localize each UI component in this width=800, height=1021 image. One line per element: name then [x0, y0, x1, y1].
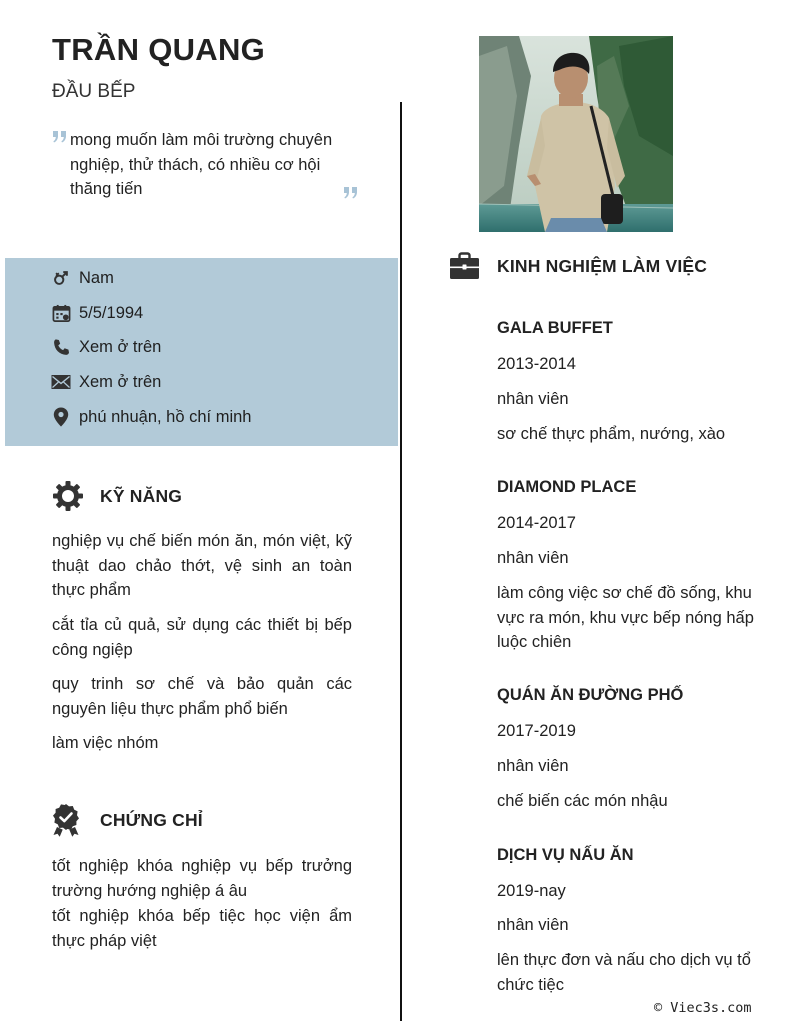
job-title: ĐẦU BẾP: [52, 81, 136, 102]
experience-description: lên thực đơn và nấu cho dịch vụ tổ chức tiệc: [497, 951, 751, 994]
phone-value: Xem ở trên: [79, 337, 162, 356]
skill-item: nghiệp vụ chế biến món ăn, món việt, kỹ thuật dao chảo thớt, vệ sinh an toàn thực phẩm: [52, 532, 352, 599]
experience-period: 2013-2014: [497, 355, 576, 373]
email-value: Xem ở trên: [79, 372, 162, 391]
location-pin-icon: [51, 407, 71, 427]
certificate-item: tốt nghiệp khóa bếp tiệc học viện ẩm thực pháp việt: [52, 907, 352, 950]
address-value: phú nhuận, hồ chí minh: [79, 407, 252, 426]
copyright-text: © Viec3s.com: [654, 1000, 752, 1016]
contact-info-panel: [5, 258, 398, 446]
candidate-name: TRẦN QUANG: [52, 32, 266, 67]
experience-period: 2017-2019: [497, 722, 576, 740]
experience-description: làm công việc sơ chế đồ sống, khu vực ra món, khu vực bếp nóng hấp luộc chiên: [497, 584, 754, 651]
skills-heading: KỸ NĂNG: [100, 486, 183, 506]
calendar-icon: [51, 303, 71, 323]
experience-description: chế biến các món nhậu: [497, 792, 668, 810]
phone-row: [51, 335, 161, 359]
experience-position: nhân viên: [497, 757, 569, 775]
experience-description: sơ chế thực phẩm, nướng, xào: [497, 425, 726, 443]
experience-company: DIAMOND PLACE: [497, 478, 637, 496]
column-divider: [400, 102, 402, 1021]
email-row: [51, 370, 161, 394]
experience-company: QUÁN ĂN ĐƯỜNG PHỐ: [497, 686, 684, 704]
birthday-row: [51, 301, 143, 325]
gear-icon: [52, 480, 84, 512]
experience-period: 2019-nay: [497, 882, 566, 900]
skill-item: quy trinh sơ chế và bảo quản các nguyên liệu thực phẩm phổ biến: [52, 675, 352, 718]
envelope-icon: [51, 372, 71, 392]
certificates-heading: CHỨNG CHỈ: [100, 810, 203, 830]
experience-company: GALA BUFFET: [497, 319, 613, 337]
briefcase-icon: [449, 251, 480, 281]
gender-value: Nam: [79, 268, 114, 287]
quote-open-icon: [52, 130, 68, 144]
experience-position: nhân viên: [497, 549, 569, 567]
skill-item: cắt tỉa củ quả, sử dụng các thiết bị bếp công ngiệp: [52, 616, 352, 659]
gender-row: [51, 266, 114, 290]
address-row: [51, 405, 251, 429]
experience-company: DỊCH VỤ NẤU ĂN: [497, 846, 634, 864]
experience-period: 2014-2017: [497, 514, 576, 532]
skill-item: làm việc nhóm: [52, 734, 159, 752]
experience-position: nhân viên: [497, 916, 569, 934]
objective-quote: [52, 128, 362, 202]
birthday-value: 5/5/1994: [79, 303, 144, 322]
objective-text: mong muốn làm môi trường chuyên nghiệp, thử thách, có nhiều cơ hội thăng tiến: [70, 131, 333, 198]
quote-close-icon: [343, 186, 359, 200]
certificate-badge-icon: [52, 803, 80, 837]
profile-photo: [479, 36, 673, 232]
experience-position: nhân viên: [497, 390, 569, 408]
experience-heading: KINH NGHIỆM LÀM VIỆC: [497, 256, 708, 276]
certificate-item: tốt nghiệp khóa nghiệp vụ bếp trưởng trường hướng nghiệp á âu: [52, 857, 352, 900]
gender-icon: [51, 268, 71, 288]
phone-icon: [51, 337, 71, 357]
